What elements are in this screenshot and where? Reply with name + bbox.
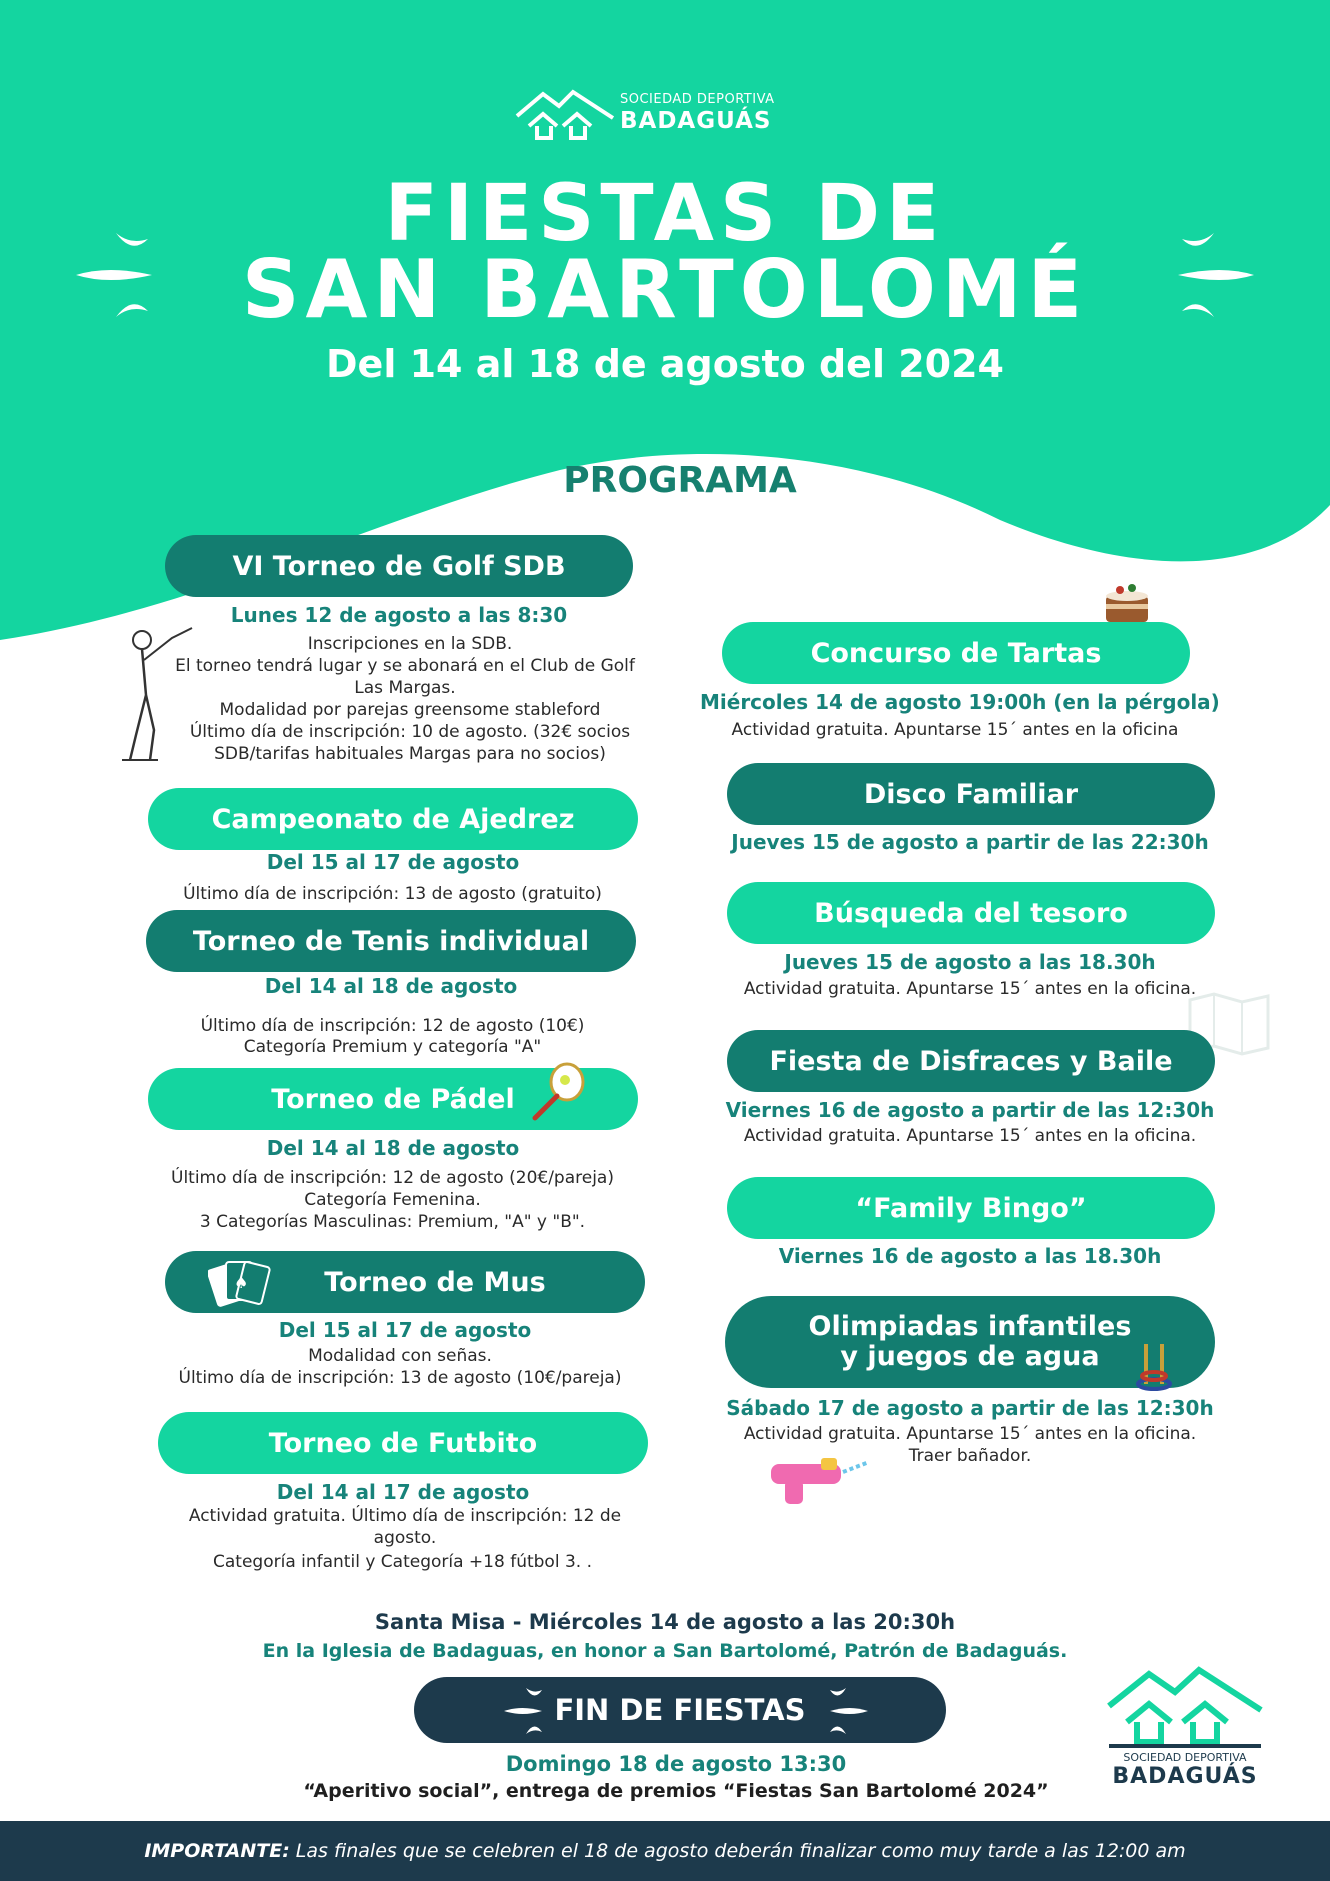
event-mus-title: Torneo de Mus <box>165 1251 645 1313</box>
event-golf-date: Lunes 12 de agosto a las 8:30 <box>230 603 568 627</box>
club-logo-top <box>510 84 830 144</box>
end-of-festival-title: FIN DE FIESTAS <box>414 1677 946 1743</box>
mountain-logo-icon <box>515 86 615 142</box>
mountain-logo-bottom-icon <box>1105 1660 1265 1750</box>
logo-subtitle: SOCIEDAD DEPORTIVA <box>620 92 775 107</box>
event-futbito-title: Torneo de Futbito <box>158 1412 648 1474</box>
event-cakes-title: Concurso de Tartas <box>722 622 1190 684</box>
event-golf-detail-4: Último día de inscripción: 10 de agosto. (32€ socios SDB/tarifas habituales Margas para no socios) <box>189 722 631 764</box>
event-bingo-date: Viernes 16 de agosto a las 18.30h <box>778 1244 1162 1268</box>
event-chess-date: Del 15 al 17 de agosto <box>266 850 520 874</box>
event-costume-date: Viernes 16 de agosto a partir de las 12:30h <box>725 1098 1215 1122</box>
event-chess-title: Campeonato de Ajedrez <box>148 788 638 850</box>
event-disco-title: Disco Familiar <box>727 763 1215 825</box>
event-tennis-detail-1: Último día de inscripción: 12 de agosto (10€) <box>200 1016 585 1036</box>
event-padel-detail-3: 3 Categorías Masculinas: Premium, "A" y "B". <box>199 1212 586 1232</box>
event-olympics-detail-1: Actividad gratuita. Apuntarse 15´ antes en la oficina. <box>743 1424 1197 1444</box>
ring-toss-icon <box>1134 1340 1174 1396</box>
event-futbito-detail-2: Categoría infantil y Categoría +18 fútbol 3. . <box>213 1552 592 1572</box>
event-golf-detail-3: Modalidad por parejas greensome stableford <box>219 700 601 720</box>
club-logo-bottom <box>1100 1660 1270 1800</box>
burst-right-icon <box>1172 225 1262 325</box>
event-bingo-title: “Family Bingo” <box>727 1177 1215 1239</box>
event-olympics-detail-2: Traer bañador. <box>908 1446 1032 1466</box>
event-padel-title: Torneo de Pádel <box>148 1068 638 1130</box>
mass-location: En la Iglesia de Badaguas, en honor a San Bartolomé, Patrón de Badaguás. <box>262 1640 1068 1662</box>
event-treasure-date: Jueves 15 de agosto a las 18.30h <box>784 950 1156 974</box>
logo-name: BADAGUÁS <box>620 108 772 134</box>
end-date: Domingo 18 de agosto 13:30 <box>505 1752 847 1776</box>
event-padel-detail-1: Último día de inscripción: 12 de agosto (20€/pareja) <box>171 1168 614 1188</box>
event-cakes-detail-1: Actividad gratuita. Apuntarse 15´ antes en la oficina <box>731 720 1179 740</box>
event-golf-title: VI Torneo de Golf SDB <box>165 535 633 597</box>
page-title-line1: FIESTAS DE <box>384 169 946 259</box>
svg-text:♠: ♠ <box>234 1273 249 1292</box>
playing-cards-icon <box>208 1252 274 1314</box>
important-label: IMPORTANTE: <box>144 1840 290 1862</box>
event-disco-date: Jueves 15 de agosto a partir de las 22:30h <box>731 830 1209 854</box>
event-olympics-title-line1: Olimpiadas infantiles <box>808 1311 1132 1343</box>
event-costume-detail-1: Actividad gratuita. Apuntarse 15´ antes en la oficina. <box>743 1126 1197 1146</box>
event-chess-detail-1: Último día de inscripción: 13 de agosto (gratuito) <box>183 884 602 904</box>
event-padel-date: Del 14 al 18 de agosto <box>266 1136 520 1160</box>
event-treasure-detail-1: Actividad gratuita. Apuntarse 15´ antes en la oficina. <box>743 979 1197 999</box>
page-title-line2: SAN BARTOLOMÉ <box>241 243 1089 336</box>
event-olympics-title-line2: y juegos de agua <box>840 1341 1100 1372</box>
water-gun-icon <box>765 1452 875 1508</box>
event-costume-title: Fiesta de Disfraces y Baile <box>727 1030 1215 1092</box>
mass-line: Santa Misa - Miércoles 14 de agosto a las 20:30h <box>374 1610 956 1634</box>
event-mus-detail-2: Último día de inscripción: 13 de agosto (10€/pareja) <box>178 1368 622 1388</box>
event-futbito-detail-1: Actividad gratuita. Último día de inscripción: 12 de agosto. <box>188 1506 622 1548</box>
event-golf-detail-1: Inscripciones en la SDB. <box>307 634 513 654</box>
padel-racket-icon <box>525 1060 591 1126</box>
event-futbito-date: Del 14 al 17 de agosto <box>276 1480 530 1504</box>
event-tennis-detail-2: Categoría Premium y categoría "A" <box>243 1037 542 1057</box>
event-golf-detail-2: El torneo tendrá lugar y se abonará en el Club de Golf Las Margas. <box>175 656 635 698</box>
cake-icon <box>1100 576 1154 628</box>
important-text: Las finales que se celebren el 18 de agosto deberán finalizar como muy tarde a las 12:00 am <box>295 1840 1186 1862</box>
event-tennis-date: Del 14 al 18 de agosto <box>264 974 518 998</box>
burst-fin-left-icon <box>500 1682 546 1740</box>
event-mus-detail-1: Modalidad con señas. <box>308 1346 492 1366</box>
logo-bottom-name: BADAGUÁS <box>1112 1764 1258 1789</box>
program-heading: PROGRAMA <box>563 460 797 501</box>
event-tennis-title: Torneo de Tenis individual <box>146 910 636 972</box>
event-mus-date: Del 15 al 17 de agosto <box>278 1318 532 1342</box>
event-olympics-date: Sábado 17 de agosto a partir de las 12:30h <box>726 1396 1214 1420</box>
logo-bottom-subtitle: SOCIEDAD DEPORTIVA <box>1123 1751 1247 1764</box>
event-cakes-date: Miércoles 14 de agosto 19:00h (en la pérgola) <box>700 690 1220 714</box>
event-padel-detail-2: Categoría Femenina. <box>304 1190 481 1210</box>
date-range-subtitle: Del 14 al 18 de agosto del 2024 <box>326 342 1004 386</box>
end-detail: “Aperitivo social”, entrega de premios “Fiestas San Bartolomé 2024” <box>303 1780 1049 1802</box>
burst-left-icon <box>68 225 158 325</box>
event-treasure-title: Búsqueda del tesoro <box>727 882 1215 944</box>
important-notice-bar <box>0 1821 1330 1881</box>
burst-fin-right-icon <box>826 1682 872 1740</box>
